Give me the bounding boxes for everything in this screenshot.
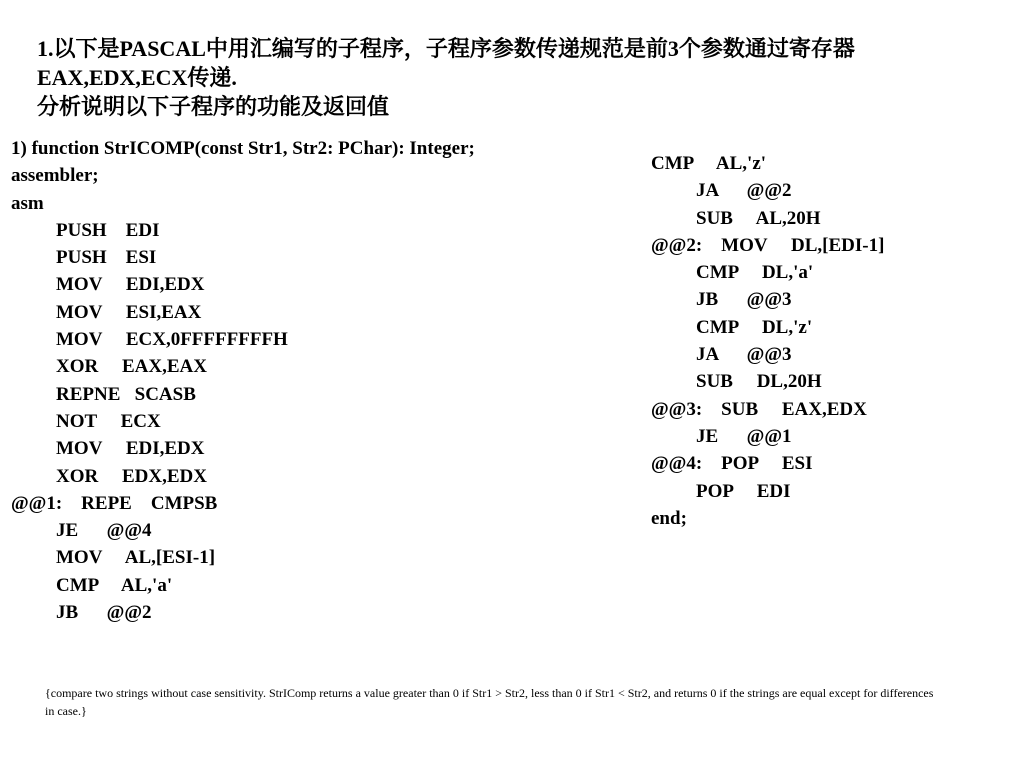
title-line-2: EAX,EDX,ECX传递. xyxy=(37,65,237,90)
title-line-3: 分析说明以下子程序的功能及返回值 xyxy=(37,94,390,119)
code-line: MOV ESI,EAX xyxy=(56,301,202,323)
code-line-label: @@3: SUB EAX,EDX xyxy=(651,398,867,420)
code-line: end; xyxy=(651,507,687,529)
code-line-label: @@4: POP ESI xyxy=(651,453,813,475)
code-line: JA @@2 xyxy=(696,180,792,202)
code-line: XOR EDX,EDX xyxy=(56,465,207,487)
title-line-1: 1.以下是PASCAL中用汇编写的子程序，子程序参数传递规范是前3个参数通过寄存器 xyxy=(37,36,855,61)
code-listing-left xyxy=(11,135,611,626)
code-line: POP EDI xyxy=(696,480,791,502)
code-line: JE @@4 xyxy=(56,520,152,542)
code-line: CMP AL,'z' xyxy=(651,153,767,174)
explanation-note: {compare two strings without case sensitivity. StrIComp returns a value greater than 0 if Str1 > Str2, less than 0 if Str1 < Str2, and returns 0 if the strings are equal except for differences in case.} xyxy=(45,686,934,718)
code-line: MOV AL,[ESI-1] xyxy=(56,547,216,569)
code-line-label: @@1: REPE CMPSB xyxy=(11,492,218,514)
question-title xyxy=(37,34,1017,121)
code-line: MOV EDI,EDX xyxy=(56,274,205,296)
code-line: NOT ECX xyxy=(56,410,161,432)
code-listing-right xyxy=(651,150,1011,532)
code-line-label: @@2: MOV DL,[EDI-1] xyxy=(651,234,885,256)
code-line: CMP AL,'a' xyxy=(56,574,173,596)
code-line: JB @@3 xyxy=(696,289,792,311)
code-line: MOV ECX,0FFFFFFFFH xyxy=(56,329,288,351)
code-line: XOR EAX,EAX xyxy=(56,356,207,378)
code-line: SUB DL,20H xyxy=(696,371,822,393)
code-line: JA @@3 xyxy=(696,344,792,366)
code-line: 1) function StrICOMP(const Str1, Str2: PChar): Integer; xyxy=(11,138,475,159)
code-line: CMP DL,'a' xyxy=(696,262,814,284)
code-line: JE @@1 xyxy=(696,425,792,447)
code-line: asm xyxy=(11,192,44,214)
code-line: MOV EDI,EDX xyxy=(56,438,205,460)
code-line: PUSH EDI xyxy=(56,219,160,241)
code-line: assembler; xyxy=(11,165,99,187)
code-line: CMP DL,'z' xyxy=(696,316,813,338)
code-line: PUSH ESI xyxy=(56,247,157,269)
code-line: SUB AL,20H xyxy=(696,207,821,229)
code-line: JB @@2 xyxy=(56,602,152,624)
code-line: REPNE SCASB xyxy=(56,383,196,405)
